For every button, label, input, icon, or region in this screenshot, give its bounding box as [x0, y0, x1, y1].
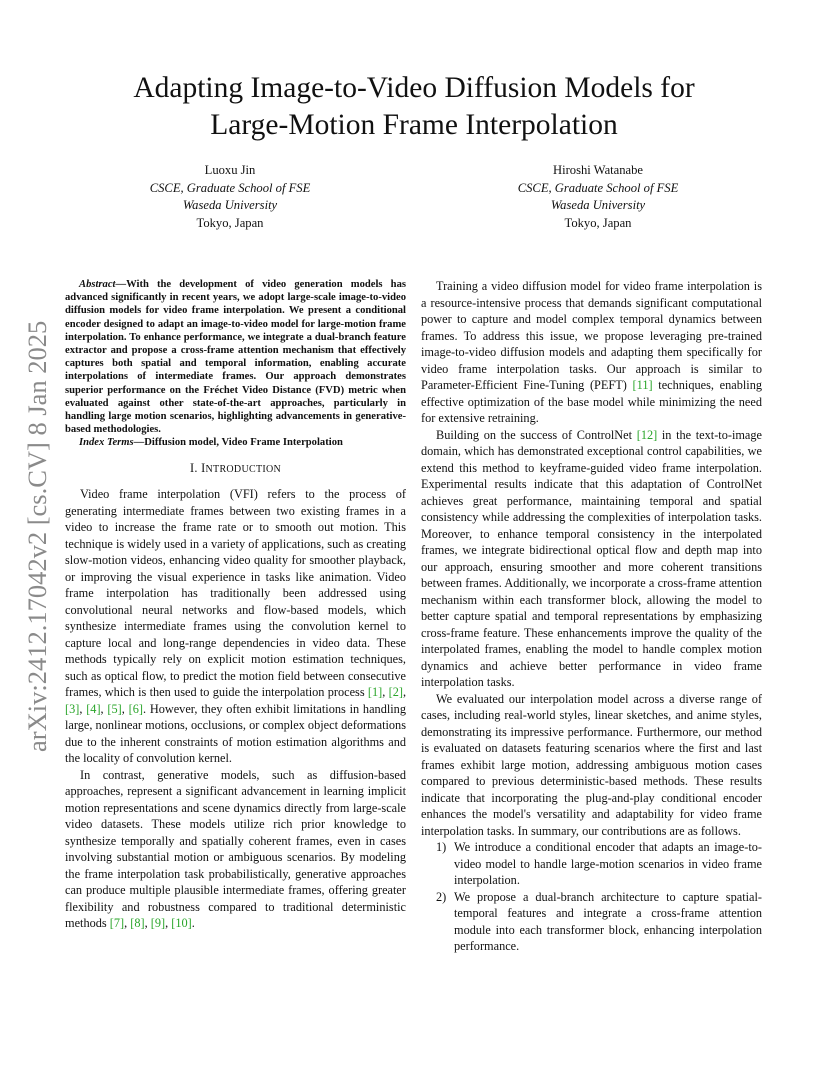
author-university: Waseda University — [550, 198, 646, 212]
reference-link[interactable]: [5] — [107, 701, 122, 716]
right-paragraph-1 — [421, 278, 762, 427]
reference-link[interactable]: [4] — [86, 701, 101, 716]
paragraph-text: Training a video diffusion model for video frame interpolation is a resource-intensive process that demands significant computational power to capture and model complex temporal dynamics between frames. To address this issue, we propose leveraging pre-trained image-to-video diffusion models and adapting them specifically for video frame interpolation tasks. Our approach is similar to Parameter-Efficient Fine-Tuning (PEFT) — [421, 279, 762, 392]
intro-paragraph-1: Video frame interpolation (VFI) refers to the process of generating intermediate frames between two existing frames in a video to increase the frame rate or to smooth out motion. This technique is widely used in a variety of applications, such as creating slow-motion videos, enhancing video quality for smoother playback, or improving the visual experience in tasks like animation. Video frame interpolation has traditionally been addressed using convolutional neural networks and flow-based models, which synthesize intermediate frames using the convolution kernel to capture local and long-range dependencies in video data. These methods typically rely on explicit motion estimation techniques, such as optical flow, to predict the motion field between consecutive frames, which is then used to guide the interpolation process [1], [2], [3], [4], [5], [6]. However, they often exhibit limitations in handling large, nonlinear motions, occlusions, or complex object deformations due to the inherent constraints of motion estimation algorithms and the locality of convolution kernel. — [65, 487, 407, 766]
list-item-text: We propose a dual-branch architecture to capture spatial-temporal features and integrate a cross-frame attention module into each transformer block, enhancing interpolation performance. — [454, 889, 762, 953]
list-item — [421, 889, 762, 955]
author-block — [80, 162, 748, 232]
reference-link[interactable]: [2] — [388, 685, 403, 700]
title-line-2: Large-Motion Frame Interpolation — [210, 109, 618, 141]
paragraph-text: . — [191, 916, 195, 931]
arxiv-stamp — [4, 0, 64, 1072]
list-item — [421, 839, 762, 889]
author-2 — [448, 162, 748, 232]
list-item-number: 2) — [436, 889, 447, 904]
paragraph-text: . However, they often exhibit limitations in handling large, nonlinear motions, occlusions, or complex object deformations due to the inherent constraints of motion estimation algorithms and the locality of convolution kernel. — [65, 701, 406, 766]
abstract — [65, 278, 406, 436]
title-line-1: Adapting Image-to-Video Diffusion Models for — [133, 72, 695, 104]
author-name: Hiroshi Watanabe — [552, 163, 644, 177]
index-terms — [65, 436, 406, 449]
right-column — [421, 278, 762, 955]
arxiv-id: arXiv:2412.17042v2 [cs.CV] 8 Jan 2025 — [22, 320, 52, 752]
index-terms-text: —Diffusion model, Video Frame Interpolation — [133, 437, 343, 449]
author-location: Tokyo, Japan — [196, 215, 264, 230]
reference-link[interactable]: [12] — [636, 427, 658, 442]
paragraph-text: techniques, enabling effective optimization of the base model while minimizing the need for extensive retraining. — [421, 378, 762, 425]
abstract-label: Abstract — [79, 279, 116, 290]
reference-link[interactable]: [7] — [109, 916, 125, 931]
reference-link[interactable]: [3] — [65, 701, 80, 716]
author-1 — [80, 162, 380, 232]
contributions-list — [421, 839, 762, 955]
section-numeral: I. — [189, 460, 202, 475]
index-terms-label: Index Terms — [79, 437, 134, 449]
section-first-letter: I — [201, 460, 206, 475]
author-university: Waseda University — [182, 198, 278, 212]
reference-link[interactable]: [6] — [128, 701, 143, 716]
reference-link[interactable]: [8] — [130, 916, 145, 931]
right-paragraph-2 — [421, 427, 762, 691]
paragraph-text: Video frame interpolation (VFI) refers to the process of generating intermediate frames between two existing frames in a video to increase the frame rate or to smooth out motion. This technique is widely used in a variety of applications, such as creating slow-motion videos, enhancing video quality for smoother playback, or improving the visual experience in tasks like animation. Video frame interpolation has traditionally been addressed using convolutional neural networks and flow-based models, which synthesize intermediate frames using the convolution kernel to capture local and long-range dependencies in video data. These methods typically rely on explicit motion estimation techniques, such as optical flow, to predict the motion field between consecutive frames, which is then used to guide the interpolation process — [65, 487, 406, 700]
reference-link[interactable]: [9] — [150, 916, 166, 931]
paragraph-text: Building on the success of ControlNet — [436, 427, 637, 442]
paragraph-text: in the text-to-image domain, which has demonstrated exceptional control capabilities, we extend this method to keyframe-guided video frame interpolation. Experimental results indicate that this adaptation of ControlNet achieves great performance, maintaining temporal and spatial consistency while addressing the complexities of interpolation tasks. Moreover, to enhance temporal consistency in the interpolated frames, we integrate bidirectional optical flow and depth map into our approach, ensuring smoother and more coherent transitions between frames. Additionally, we incorporate a cross-frame attention mechanism within each transformer block, allowing the model to better capture spatial and temporal representations by emphasizing cross-frame feature. These enhancements improve the quality of the interpolated frames, enabling the model to handle complex motion dynamics and achieve better performance in video frame interpolation tasks. — [421, 427, 762, 689]
reference-link[interactable]: [10] — [171, 916, 192, 931]
paragraph-text: In contrast, generative models, such as diffusion-based approaches, represent a significant advancement in learning implicit motion representations and scene dynamics directly from large-scale video datasets. These models utilize rich prior knowledge to synthesize temporally and spatially coherent frames, even in cases involving substantial motion or ambiguous scenarios. By modeling the frame interpolation task probabilistically, generative approaches can produce multiple plausible intermediate frames, offering greater flexibility and robustness compared to traditional deterministic methods — [65, 767, 406, 931]
intro-paragraph-2: In contrast, generative models, such as diffusion-based approaches, represent a significant advancement in learning implicit motion representations and scene dynamics directly from large-scale video datasets. These models utilize rich prior knowledge to synthesize temporally and spatially coherent frames, even in cases involving substantial motion or ambiguous scenarios. By modeling the frame interpolation task probabilistically, generative approaches can produce multiple plausible intermediate frames, offering greater flexibility and robustness compared to traditional deterministic methods [7], [8], [9], [10]. — [65, 767, 406, 931]
author-location: Tokyo, Japan — [564, 215, 632, 230]
author-dept: CSCE, Graduate School of FSE — [517, 180, 679, 195]
abstract-text: —With the development of video generation models has advanced significantly in recent years, we adopt large-scale image-to-video diffusion models for video frame interpolation. We present a conditional encoder designed to adapt an image-to-video model for large-motion frame interpolation. To enhance performance, we integrate a dual-branch feature extractor and propose a cross-frame attention mechanism that effectively captures both spatial and temporal information, enabling accurate interpolations of intermediate frames. Our approach demonstrates superior performance on the Fréchet Video Distance (FVD) metric when evaluated against other state-of-the-art approaches, particularly in handling large motion scenarios, highlighting advancements in generative-based methodologies. — [65, 279, 406, 436]
reference-link[interactable]: [1] — [367, 685, 383, 700]
list-item-text: We introduce a conditional encoder that adapts an image-to-video model to handle large-motion scenarios in video frame interpolation. — [454, 840, 762, 887]
section-title-rest: NTRODUCTION — [205, 463, 282, 475]
left-column — [65, 278, 406, 932]
list-item-number: 1) — [436, 840, 447, 854]
author-name: Luoxu Jin — [204, 163, 256, 177]
arxiv-stamp-svg — [4, 0, 64, 1072]
section-heading-introduction — [65, 460, 406, 479]
right-paragraph-3: We evaluated our interpolation model across a diverse range of cases, including real-world styles, linear sketches, and anime styles, demonstrating its impressive performance. Furthermore, our method is evaluated on datasets featuring scenarios where the first and last frames exhibit large motion, addressing ambiguous motion cases compared to previous deterministic-based methods. These results indicate that incorporating the plug-and-play conditional encoder enhances the model's versatility and adaptability for video frame interpolation tasks. In summary, our contributions are as follows. — [421, 691, 762, 838]
reference-link[interactable]: [11] — [632, 378, 653, 392]
author-dept: CSCE, Graduate School of FSE — [149, 180, 311, 195]
paper-title — [60, 70, 768, 144]
